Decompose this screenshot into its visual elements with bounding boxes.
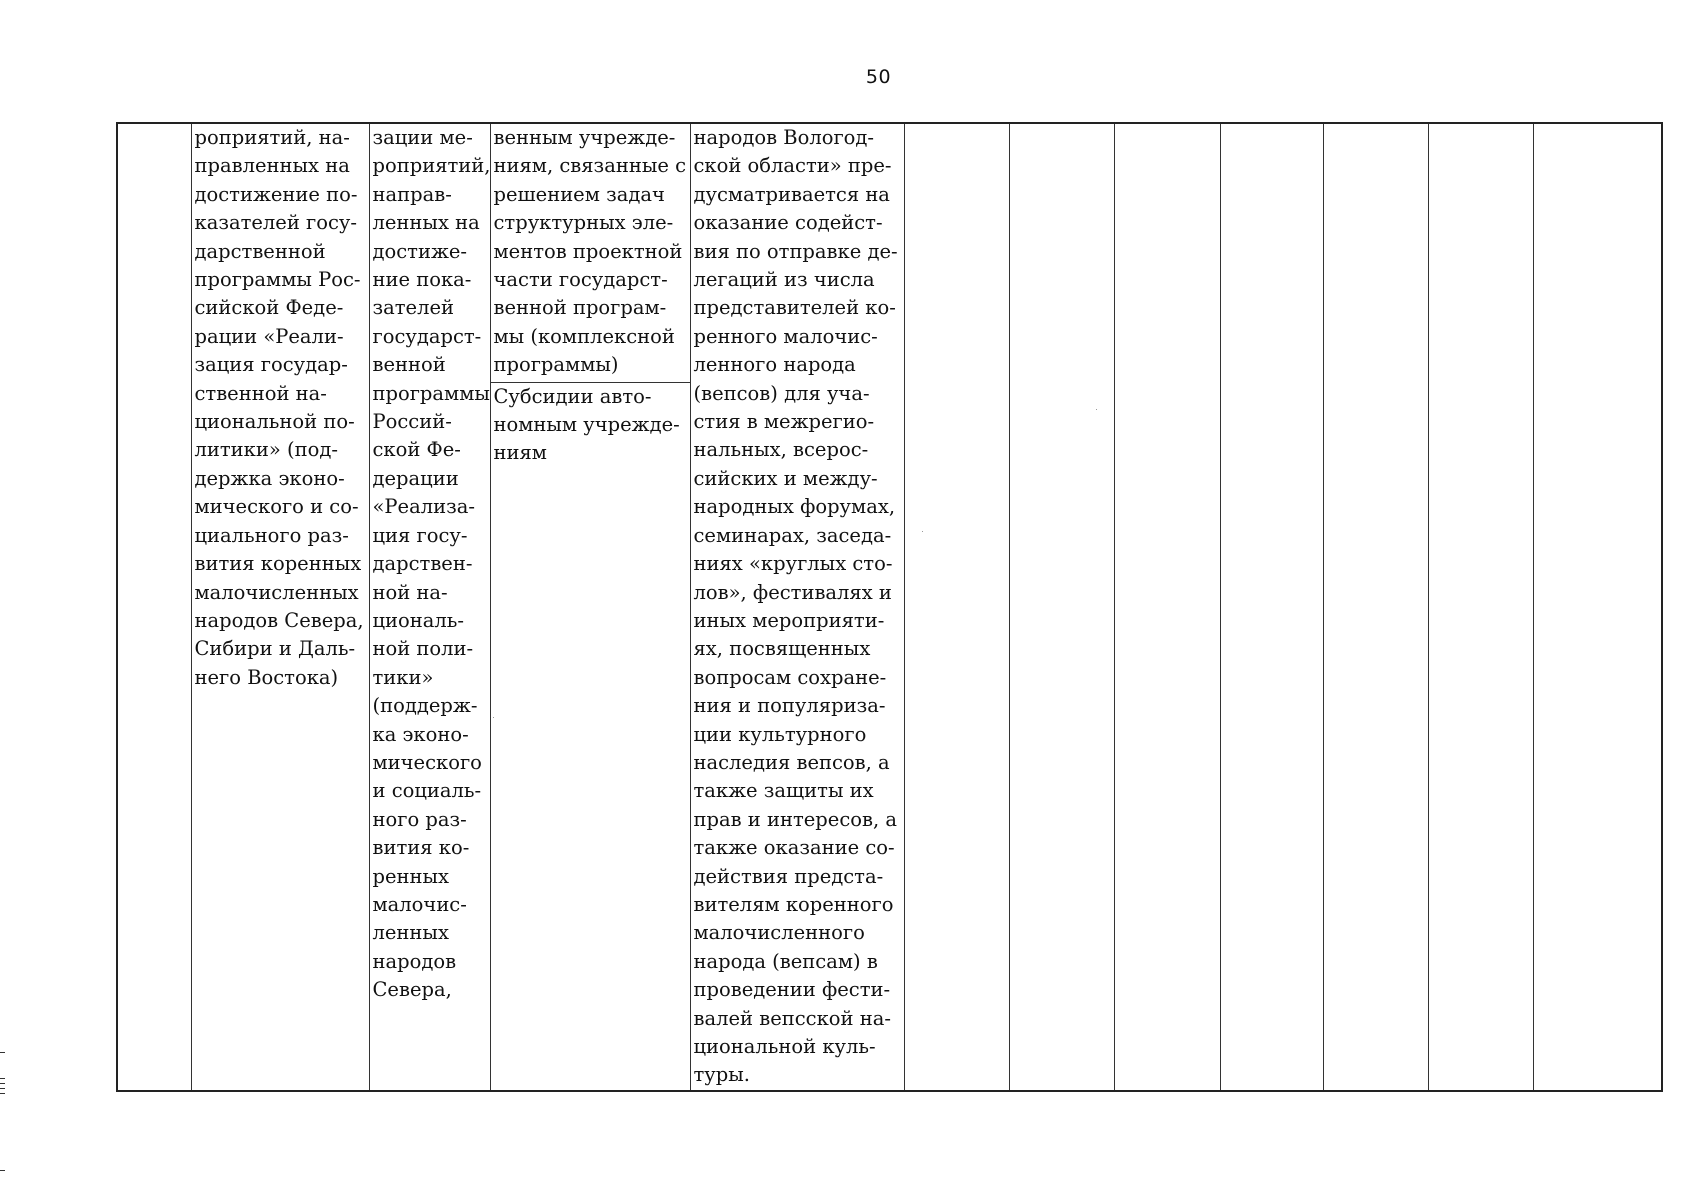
cell-description xyxy=(690,123,904,1091)
cell-activity xyxy=(191,123,369,1091)
subsidy-budget-text: венным учрежде- ниям, связанные с решением задач структурных эле- ментов проектной части государст- венной програм- мы (комплексной программы) xyxy=(493,126,686,377)
cell-empty-10 xyxy=(1323,123,1428,1091)
subsidy-autonomous-text: Субсидии авто- номным учрежде- ниям xyxy=(493,384,680,465)
cell-empty-7 xyxy=(1009,123,1114,1091)
program-table xyxy=(116,122,1663,1092)
cell-empty-9 xyxy=(1220,123,1323,1091)
cell-empty-8 xyxy=(1114,123,1220,1091)
description-text: народов Вологод- ской области» пре- дусматривается на оказание содейст- вия по отправке де- легаций из числа представителей ко- ренного малочис- ленного народа (вепсов) для уча- стия в межрегио- нальных, всерос- сийских и между- народных форумах, семинарах, заседа- ниях «круглых сто- лов», фестивалях и иных мероприяти- ях, посвященных вопросам сохране- ния и популяриза- ции культурного наследия вепсов, а также защиты их прав и интересов, а также оказание со- действия предста- вителям коренного малочисленного народа (вепсам) в проведении фести- валей вепсской на- циональной куль- туры. xyxy=(693,126,898,1087)
scan-mark xyxy=(0,1052,5,1053)
cell-number xyxy=(117,123,191,1091)
scan-speck xyxy=(922,531,923,532)
cell-empty-6 xyxy=(904,123,1009,1091)
scan-mark xyxy=(0,1093,5,1094)
scan-mark xyxy=(0,1078,5,1079)
page-number: 50 xyxy=(865,66,892,88)
cell-goal xyxy=(369,123,490,1091)
scan-speck xyxy=(1096,409,1097,410)
scan-mark xyxy=(0,1170,5,1171)
scan-mark xyxy=(0,1088,5,1089)
cell-subsidy-type xyxy=(490,123,690,1091)
activity-text: роприятий, на- правленных на достижение по- казателей госу- дарственной программы Рос- сийской Феде- рации «Реали- зация государ- ственной на- циональной по- литики» (под- держка эконо- мического и со- циального раз- вития коренных малочисленных народов Севера, Сибири и Даль- него Востока) xyxy=(194,126,364,689)
table-row xyxy=(117,123,1662,1091)
scan-mark xyxy=(0,1083,5,1084)
cell-empty-12 xyxy=(1533,123,1662,1091)
goal-text: зации ме- роприятий, направ- ленных на достиже- ние пока- зателей государст- венной программы Россий- ской Фе- дерации «Реализа- ция госу- дарствен- ной на- циональ- ной поли- тики» (поддерж- ка эконо- мического и социаль- ного раз- вития ко- ренных малочис- ленных народов Севера, xyxy=(372,126,491,1002)
scan-speck xyxy=(493,717,494,718)
cell-empty-11 xyxy=(1428,123,1533,1091)
